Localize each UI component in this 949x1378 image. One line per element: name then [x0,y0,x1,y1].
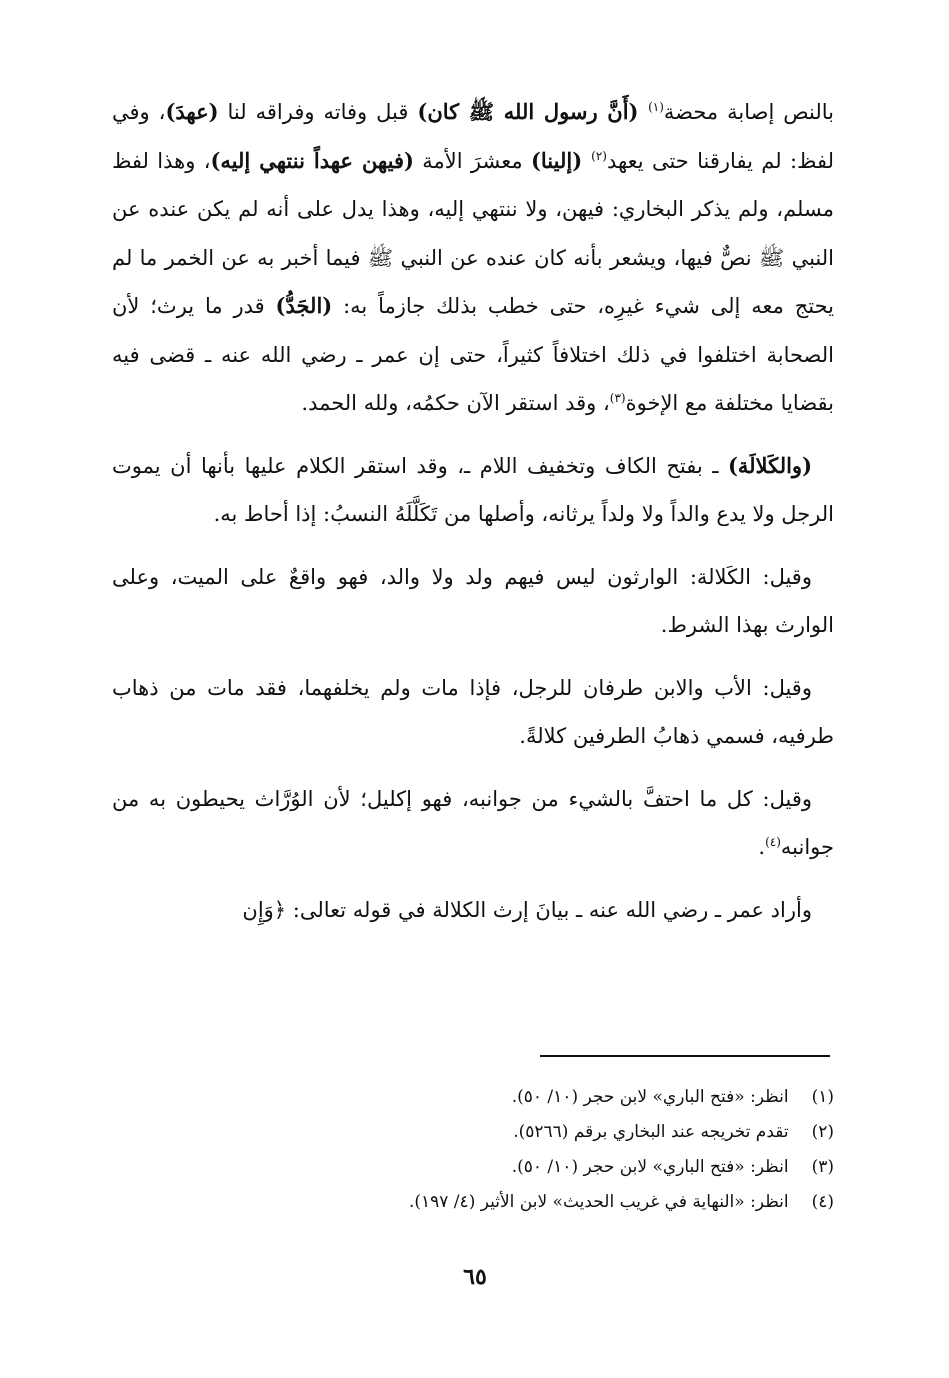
text-run: ، وقد استقر الآن حكمُه، ولله الحمد. [301,391,610,415]
bold-phrase: (أَنَّ رسول الله ﷺ كان) [417,99,649,124]
bold-phrase: (الجَدُّ) [275,293,333,318]
footnote-text: انظر: «فتح الباري» لابن حجر (١٠/ ٥٠). [511,1157,789,1177]
text-run: قدر ما يرث؛ لأن الصحابة اختلفوا في ذلك اختلافاً كثيراً، حتى إن عمر ـ رضي الله عنه ـ قضى فيه بقضايا مختلفة مع الإخوة [112,294,834,415]
paragraph-6 [112,886,834,935]
paragraph-1 [112,88,834,428]
text-run: قبل وفاته وفراقه لنا [218,100,418,124]
main-text [112,88,834,948]
text-run: معشرَ الأمة [413,148,531,173]
footnotes [112,1080,834,1220]
footnote-ref: (٢) [591,148,607,163]
footnote-separator [540,1055,830,1057]
footnote-text: انظر: «فتح الباري» لابن حجر (١٠/ ٥٠). [511,1087,789,1107]
text-run: . [758,835,766,859]
footnote-ref: (٣) [609,391,626,405]
footnote-1 [112,1080,834,1115]
footnote-3 [112,1150,834,1185]
bold-phrase: (إلينا) [530,147,592,173]
text-run: وأراد عمر ـ رضي الله عنه ـ بيانَ إرث الكلالة في قوله تعالى: ﴿وَإِن [242,897,812,922]
paragraph-4 [112,664,834,761]
footnote-text: تقدم تخريجه عند البخاري برقم (٥٢٦٦). [513,1122,789,1142]
bold-phrase: (فيهن عهداً ننتهي إليه) [210,147,414,173]
bold-phrase: (عهدَ) [165,99,219,124]
text-run: وقيل: كل ما احتفَّ بالشيء من جوانبه، فهو إكليل؛ لأن الوُرَّاث يحيطون به من جوانبه [112,786,834,859]
text-run: ، وفي لفظ: لم يفارقنا حتى يعهد [112,100,834,173]
footnote-number: (٣) [811,1157,834,1177]
footnote-ref: (١) [648,100,664,114]
paragraph-5 [112,775,834,872]
text-run: وقيل: الكَلالة: الوارثون ليس فيهم ولد ولا والد، فهو واقعٌ على الميت، وعلى الوارث بهذا الشرط. [112,564,834,637]
footnote-ref: (٤) [765,835,781,849]
footnote-number: (١) [811,1087,834,1107]
text-run: ، وهذا لفظ مسلم، ولم يذكر البخاري: فيهن، ولا ننتهي إليه، وهذا يدل على أنه لم يكن عنده عن النبي ﷺ نصٌّ فيها، ويشعر بأنه كان عنده عن النبي ﷺ فيما أخبر به عن الخمر ما لم يحتج معه إلى شيء غيرِه، حتى خطب بذلك جازماً به: [112,148,835,318]
footnote-2 [112,1115,834,1150]
footnote-4 [112,1185,834,1220]
footnote-text: انظر: «النهاية في غريب الحديث» لابن الأثير (٤/ ١٩٧). [408,1192,789,1212]
footnote-number: (٢) [811,1122,834,1142]
bold-phrase: (والكَلالَة) [727,452,812,478]
paragraph-3 [112,553,834,650]
footnote-number: (٤) [811,1192,834,1212]
paragraph-2 [112,442,834,539]
text-run: ـ بفتح الكاف وتخفيف اللام ـ، وقد استقر الكلام عليها بأنها أن يموت الرجل ولا يدع والداً ولا ولداً يرثانه، وأصلها من تَكَلَّلَهُ النسبُ: إذا أحاط به. [112,453,834,526]
page-number: ٦٥ [463,1264,487,1290]
text-run: وقيل: الأب والابن طرفان للرجل، فإذا مات ولم يخلفهما، فقد مات من ذهاب طرفيه، فسمي ذهابُ الطرفين كلالةً. [112,675,834,748]
text-run: بالنص إصابة محضة [663,100,835,124]
